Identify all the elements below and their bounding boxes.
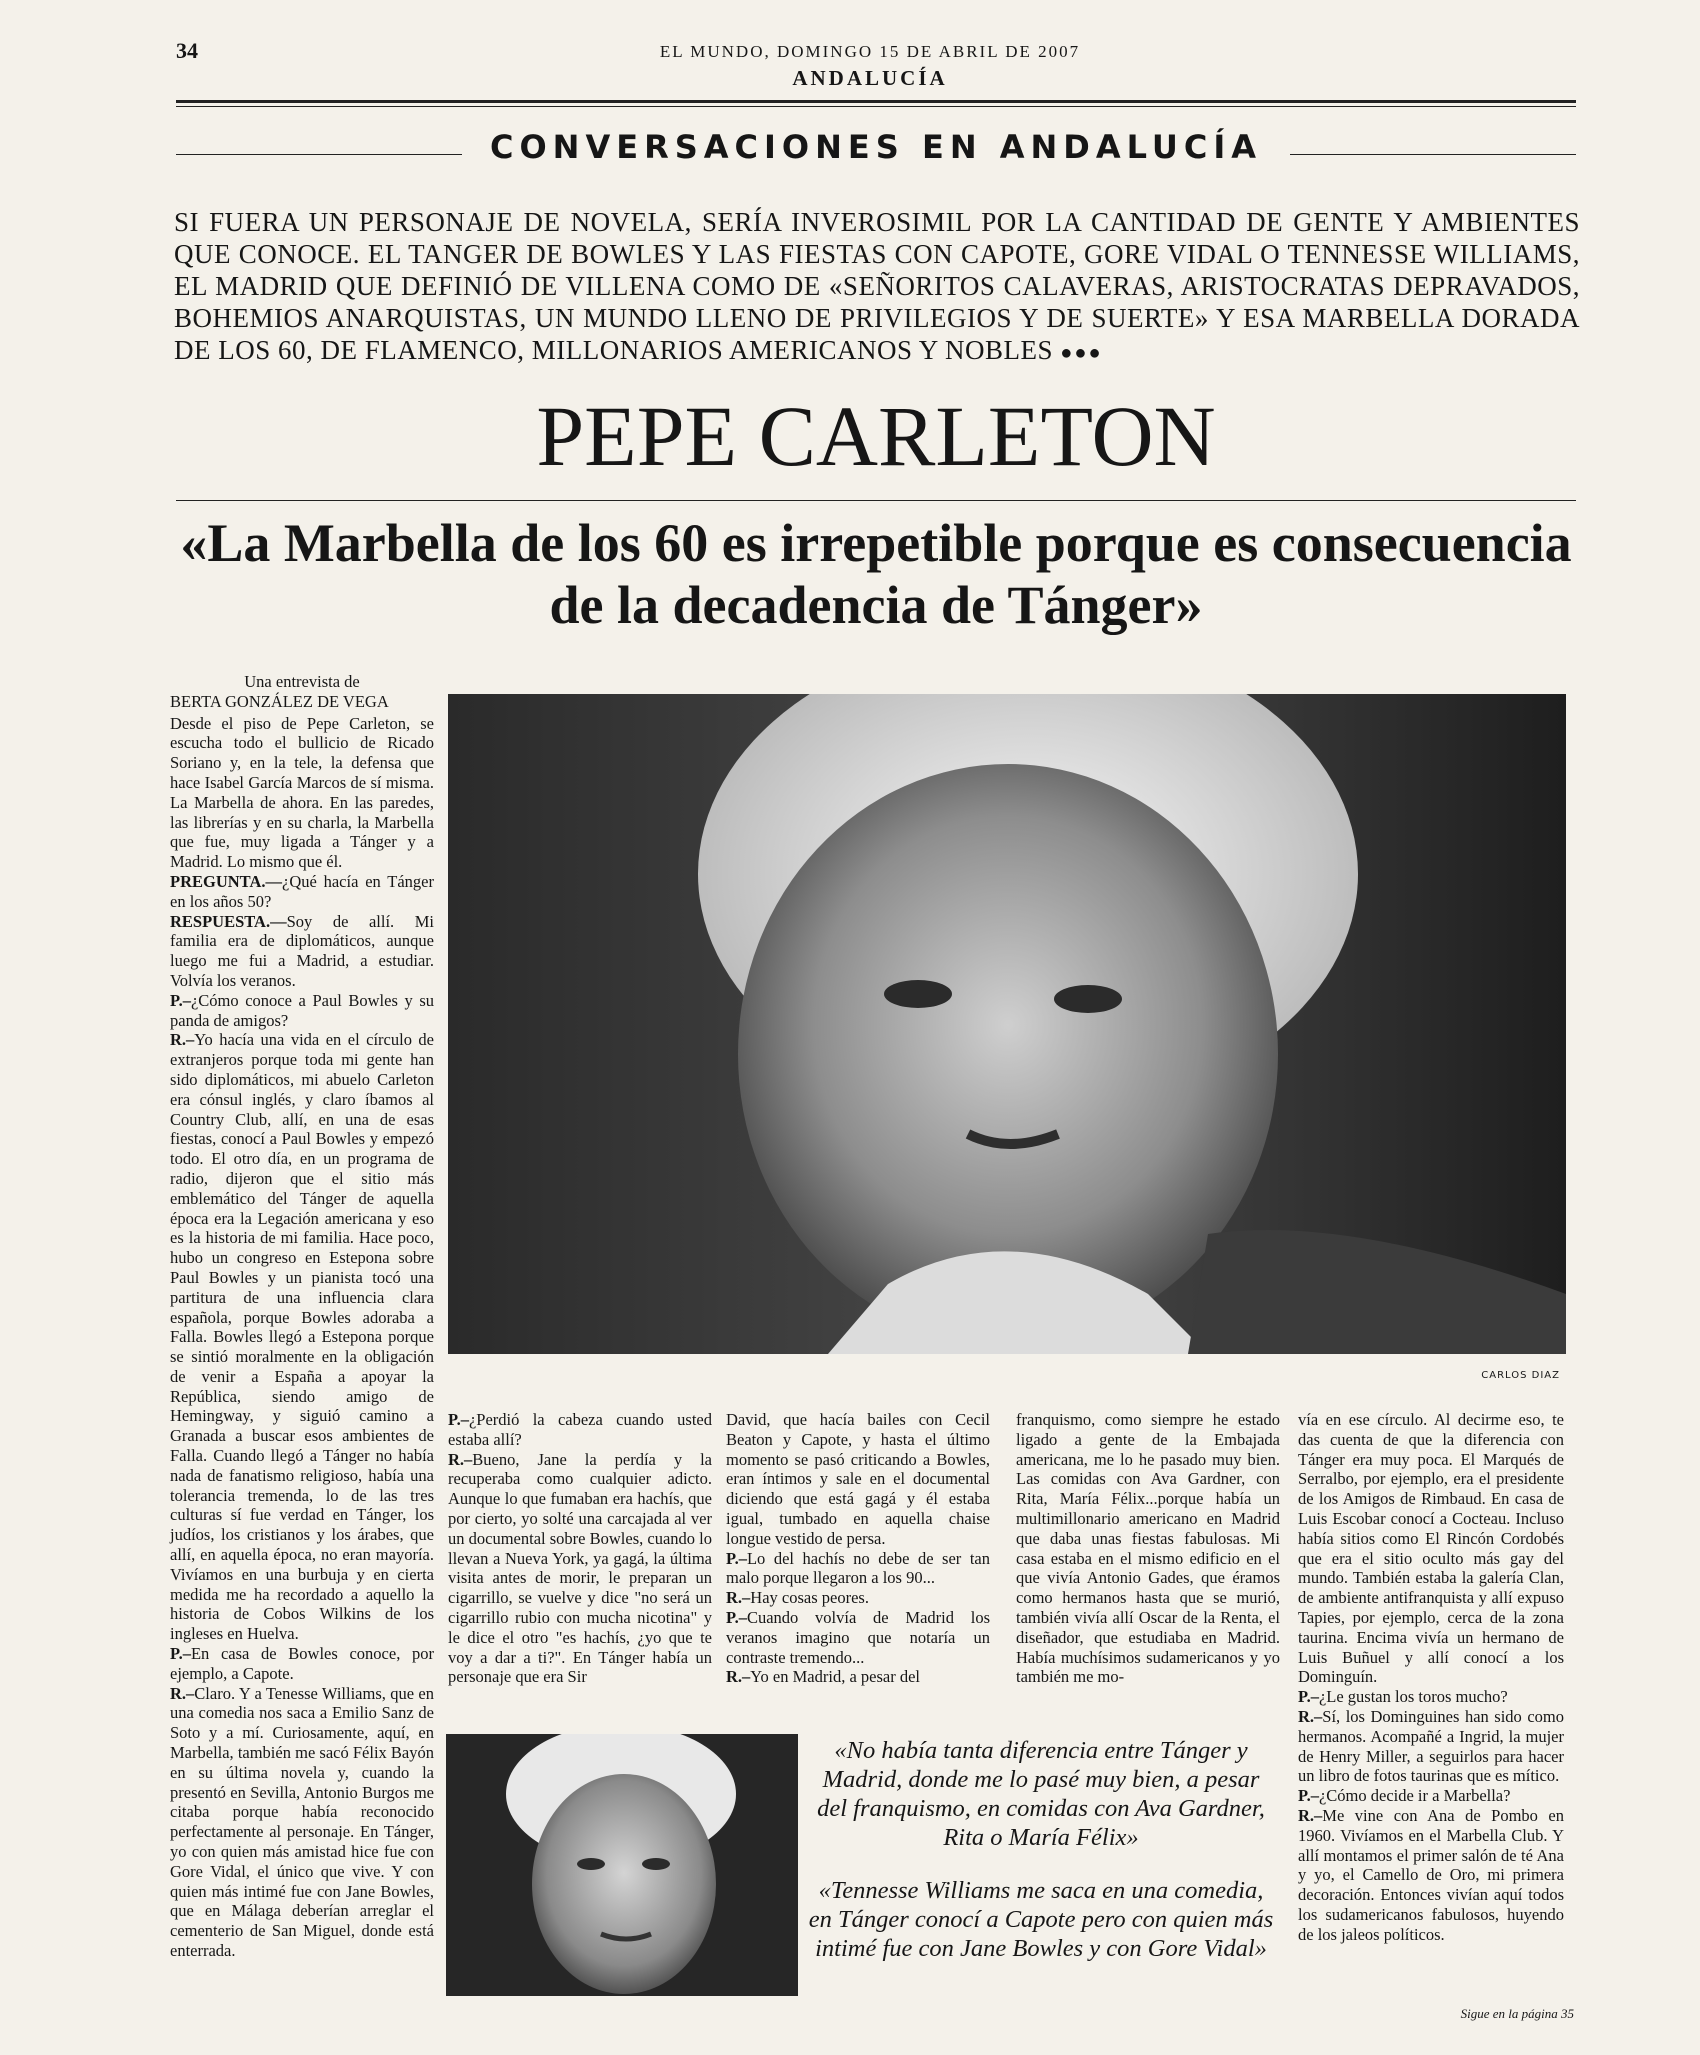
- portrait-photo: [448, 694, 1566, 1354]
- pull-quote-1: «No había tanta diferencia entre Tánger y Madrid, donde me lo pasé muy bien, a pesar del franquismo, en comidas con Ava Gardner, Rita o María Félix»: [817, 1737, 1265, 1851]
- column-5-body: [1298, 1410, 1564, 1945]
- paragraph: [1298, 1687, 1564, 1707]
- paragraph: [1298, 1786, 1564, 1806]
- portrait-photo-image: [448, 694, 1566, 1354]
- column-1: [170, 672, 434, 1961]
- interviewee-name: PEPE CARLETON: [536, 388, 1216, 484]
- paragraph-text: franquismo, como siempre he estado ligado a gente de la Embajada americana, me lo he pasado muy bien. Las comidas con Ava Gardner, con Rita, María Félix...porque había un multimillonario americano en Madrid que daba unas fiestas fabulosas. Mi casa estaba en el mismo edificio en el que vivía Antonio Gades, que éramos como hermanos hasta que se murió, también vivía allí Oscar de la Renta, el diseñador, que estudiaba en Madrid. Había muchísimos sudamericanos y yo también me mo-: [1016, 1410, 1280, 1687]
- headline-rule: [176, 500, 1576, 501]
- page-number: 34: [176, 38, 198, 63]
- paragraph: [170, 912, 434, 991]
- column-2-body: [448, 1410, 712, 1687]
- paragraph-text: David, que hacía bailes con Cecil Beaton y Capote, y hasta el último momento se pasó criticando a Bowles, eran íntimos y sale en el documental diciendo que está gagá y él estaba igual, tumbado en aquella chaise longue vestido de persa.: [726, 1410, 990, 1548]
- intro-paragraph: [174, 206, 1580, 369]
- speaker-label: PREGUNTA.—: [170, 871, 282, 891]
- speaker-label: P.–: [726, 1607, 747, 1627]
- column-4-body: [1016, 1410, 1280, 1687]
- paragraph: [1298, 1410, 1564, 1687]
- paragraph: [1298, 1707, 1564, 1786]
- column-2: [448, 1410, 712, 1687]
- paragraph-text: vía en ese círculo. Al decirme eso, te das cuenta de que la diferencia con Tánger era muy poca. El Marqués de Serralbo, por ejemplo, era el presidente de los Amigos de Rimbaud. En casa de Luis Escobar conocí a Cocteau. Incluso había sitios como El Rincón Cordobés que era el sitio oculto más gay del mundo. También estaba la galería Clan, de ambiente antifranquista y allí expuso Tapies, por ejemplo, cerca de la zona taurina. Encima vivía un hermano de Luis Buñuel y allí conocí a los Dominguín.: [1298, 1410, 1564, 1687]
- paragraph: [170, 1030, 434, 1644]
- paragraph-text: Claro. Y a Tenesse Williams, que en una comedia nos saca a Emilio Sanz de Soto y a mí. Curiosamente, aquí, en Marbella, también me sacó Félix Bayón en su última novela y, cuando la presentó en Sevilla, Antonio Burgos me citaba porque había reconocido perfectamente al personaje. En Tánger, yo con quien más amistad hice fue con Gore Vidal, el único que vive. Y con quien más intimé fue con Jane Bowles, que en Málaga deberían arreglar el cementerio de San Miguel, donde está enterrada.: [170, 1683, 434, 1960]
- continuation-note: Sigue en la página 35: [1460, 2006, 1574, 2021]
- paragraph-text: Yo en Madrid, a pesar del: [750, 1667, 921, 1687]
- paragraph-text: ¿Le gustan los toros mucho?: [1318, 1687, 1508, 1707]
- speaker-label: P.–: [448, 1410, 469, 1429]
- paragraph-text: Sí, los Dominguines han sido como hermanos. Acompañé a Ingrid, la mujer de Henry Miller, a seguirlos para hacer un libro de fotos taurinas que es mítico.: [1298, 1706, 1564, 1786]
- paragraph: [726, 1410, 990, 1549]
- byline-author: BERTA GONZÁLEZ DE VEGA: [170, 691, 389, 711]
- paragraph: [170, 714, 434, 872]
- photo-credit: CARLOS DIAZ: [1481, 1370, 1560, 1381]
- speaker-label: P.–: [170, 1644, 191, 1664]
- speaker-label: R.–: [170, 1683, 195, 1703]
- paragraph-text: ¿Cómo conoce a Paul Bowles y su panda de amigos?: [170, 990, 434, 1030]
- section-title: ANDALUCÍA: [792, 66, 948, 90]
- speaker-label: R.–: [1298, 1706, 1323, 1726]
- secondary-portrait-photo: [446, 1734, 798, 1996]
- paragraph-text: ¿Qué hacía en Tánger en los años 50?: [170, 871, 434, 911]
- paragraph: [170, 1684, 434, 1961]
- paragraph-text: Cuando volvía de Madrid los veranos imagino que notaría un contraste tremendo...: [726, 1607, 990, 1667]
- paragraph-text: Hay cosas peores.: [750, 1588, 869, 1608]
- speaker-label: P.–: [1298, 1687, 1319, 1707]
- speaker-label: P.–: [170, 990, 191, 1010]
- paragraph-text: Lo del hachís no debe de ser tan malo porque llegaron a los 90...: [726, 1548, 990, 1588]
- speaker-label: R.–: [448, 1449, 473, 1469]
- column-3: [726, 1410, 990, 1687]
- paragraph: [1016, 1410, 1280, 1687]
- byline-label: Una entrevista de: [244, 672, 360, 691]
- intro-text: SI FUERA UN PERSONAJE DE NOVELA, SERÍA INVEROSIMIL POR LA CANTIDAD DE GENTE Y AMBIENTES QUE CONOCE. EL TANGER DE BOWLES Y LAS FIESTAS CON CAPOTE, GORE VIDAL O TENNESSE WILLIAMS, EL MADRID QUE DEFINIÓ DE VILLENA COMO DE «SEÑORITOS CALAVERAS, ARISTOCRATAS DEPRAVADOS, BOHEMIOS ANARQUISTAS, UN MUNDO LLENO DE PRIVILEGIOS Y DE SUERTE» Y ESA MARBELLA DORADA DE LOS 60, DE FLAMENCO, MILLONARIOS AMERICANOS Y NOBLES: [174, 207, 1580, 365]
- speaker-label: P.–: [726, 1548, 747, 1568]
- paragraph-text: Desde el piso de Pepe Carleton, se escucha todo el bullicio de Ricado Soriano y, en la tele, la defensa que hace Isabel García Marcos de sí misma. La Marbella de ahora. En las paredes, las librerías y en su charla, la Marbella que fue, muy ligada a Tánger y a Madrid. Lo mismo que él.: [170, 713, 434, 872]
- paragraph-text: En casa de Bowles conoce, por ejemplo, a Capote.: [170, 1644, 434, 1683]
- column-3-body: [726, 1410, 990, 1687]
- paragraph: [170, 1644, 434, 1684]
- pull-quotes: [806, 1736, 1276, 1987]
- speaker-label: P.–: [1298, 1786, 1319, 1806]
- speaker-label: R.–: [1298, 1805, 1323, 1825]
- paragraph: [448, 1410, 712, 1450]
- header-rule: [176, 100, 1576, 103]
- column-1-body: [170, 714, 434, 1961]
- speaker-label: RESPUESTA.—: [170, 911, 287, 931]
- paragraph-text: Me vine con Ana de Pombo en 1960. Vivíamos en el Marbella Club. Y allí montamos el primer salón de té Ana y yo, el Camello de Oro, mi primera decoración. Entonces vivían aquí todos los sudamericanos fabulosos, huyendo de los jaleos políticos.: [1298, 1805, 1564, 1944]
- pull-quote-2: «Tennesse Williams me saca en una comedia, en Tánger conocí a Capote pero con quien más intimé fue con Jane Bowles y con Gore Vidal»: [808, 1877, 1274, 1962]
- header-rule-thin: [176, 106, 1576, 107]
- column-4: [1016, 1410, 1280, 1687]
- paragraph: [726, 1667, 990, 1687]
- kicker: [176, 128, 1576, 166]
- intro-bullets: ●●●: [1060, 342, 1103, 364]
- paragraph: [726, 1588, 990, 1608]
- paragraph: [726, 1608, 990, 1667]
- paragraph-text: Yo hacía una vida en el círculo de extranjeros porque toda mi gente han sido diplomáticos, mi abuelo Carleton era cónsul inglés, y claro íbamos al Country Club, allí, en una de esas fiestas, conocí a Paul Bowles y empezó todo. El otro día, en un programa de radio, dijeron que el sitio más emblemático del Tánger de aquella época era la Legación americana y eso es la historia de mi familia. Hace poco, hubo un congreso en Estepona sobre Paul Bowles y un pianista tocó una partitura de una influencia clara española, porque Bowles adoraba a Falla. Bowles llegó a Estepona porque se sintió moralmente en la obligación de venir a España a apoyar la República, siendo amigo de Hemingway, y siguió camino a Granada a buscar esos ambientes de Falla. Cuando llegó a Tánger no había nada de fanatismo religioso, había una tolerancia tremenda, lo de las tres culturas sí fue verdad en Tánger, los judíos, los cristianos y los árabes, que allí, en aquella época, no eran mayoría. Vivíamos en una burbuja y en cierta medida me ha recordado a aquello la historia de Cobos Wilkins de los ingleses en Huelva.: [170, 1030, 434, 1644]
- paragraph: [726, 1549, 990, 1589]
- paragraph-text: ¿Perdió la cabeza cuando usted estaba allí?: [448, 1410, 712, 1449]
- paragraph: [448, 1450, 712, 1688]
- speaker-label: R.–: [726, 1588, 751, 1608]
- paragraph: [1298, 1806, 1564, 1945]
- speaker-label: R.–: [726, 1667, 751, 1687]
- paragraph: [170, 872, 434, 912]
- speaker-label: R.–: [170, 1030, 195, 1050]
- paragraph-text: Bueno, Jane la perdía y la recuperaba como cualquier adicto. Aunque lo que fumaban era hachís, que por cierto, yo solté una carcajada al ver un documental sobre Bowles, cuando lo llevan a Nueva York, ya gagá, la última visita antes de morir, le preparan un cigarrillo, se vuelve y dice "no será un cigarrillo rubio con mucha nicotina" y le dice el otro "es hachís, ¿yo que te voy a dar a ti?". En Tánger había un personaje que era Sir: [448, 1449, 712, 1687]
- headline: «La Marbella de los 60 es irrepetible porque es consecuencia de la decadencia de Tánger»: [180, 513, 1572, 635]
- paragraph-text: Soy de allí. Mi familia era de diplomáticos, aunque luego me fui a Madrid, a estudiar. Volvía los veranos.: [170, 911, 434, 990]
- paragraph: [170, 991, 434, 1031]
- dateline: EL MUNDO, DOMINGO 15 DE ABRIL DE 2007: [659, 42, 1081, 61]
- kicker-text: CONVERSACIONES EN ANDALUCÍA: [462, 128, 1290, 166]
- secondary-portrait-image: [446, 1734, 798, 1996]
- paragraph-text: ¿Cómo decide ir a Marbella?: [1318, 1786, 1511, 1806]
- column-5: [1298, 1410, 1564, 1945]
